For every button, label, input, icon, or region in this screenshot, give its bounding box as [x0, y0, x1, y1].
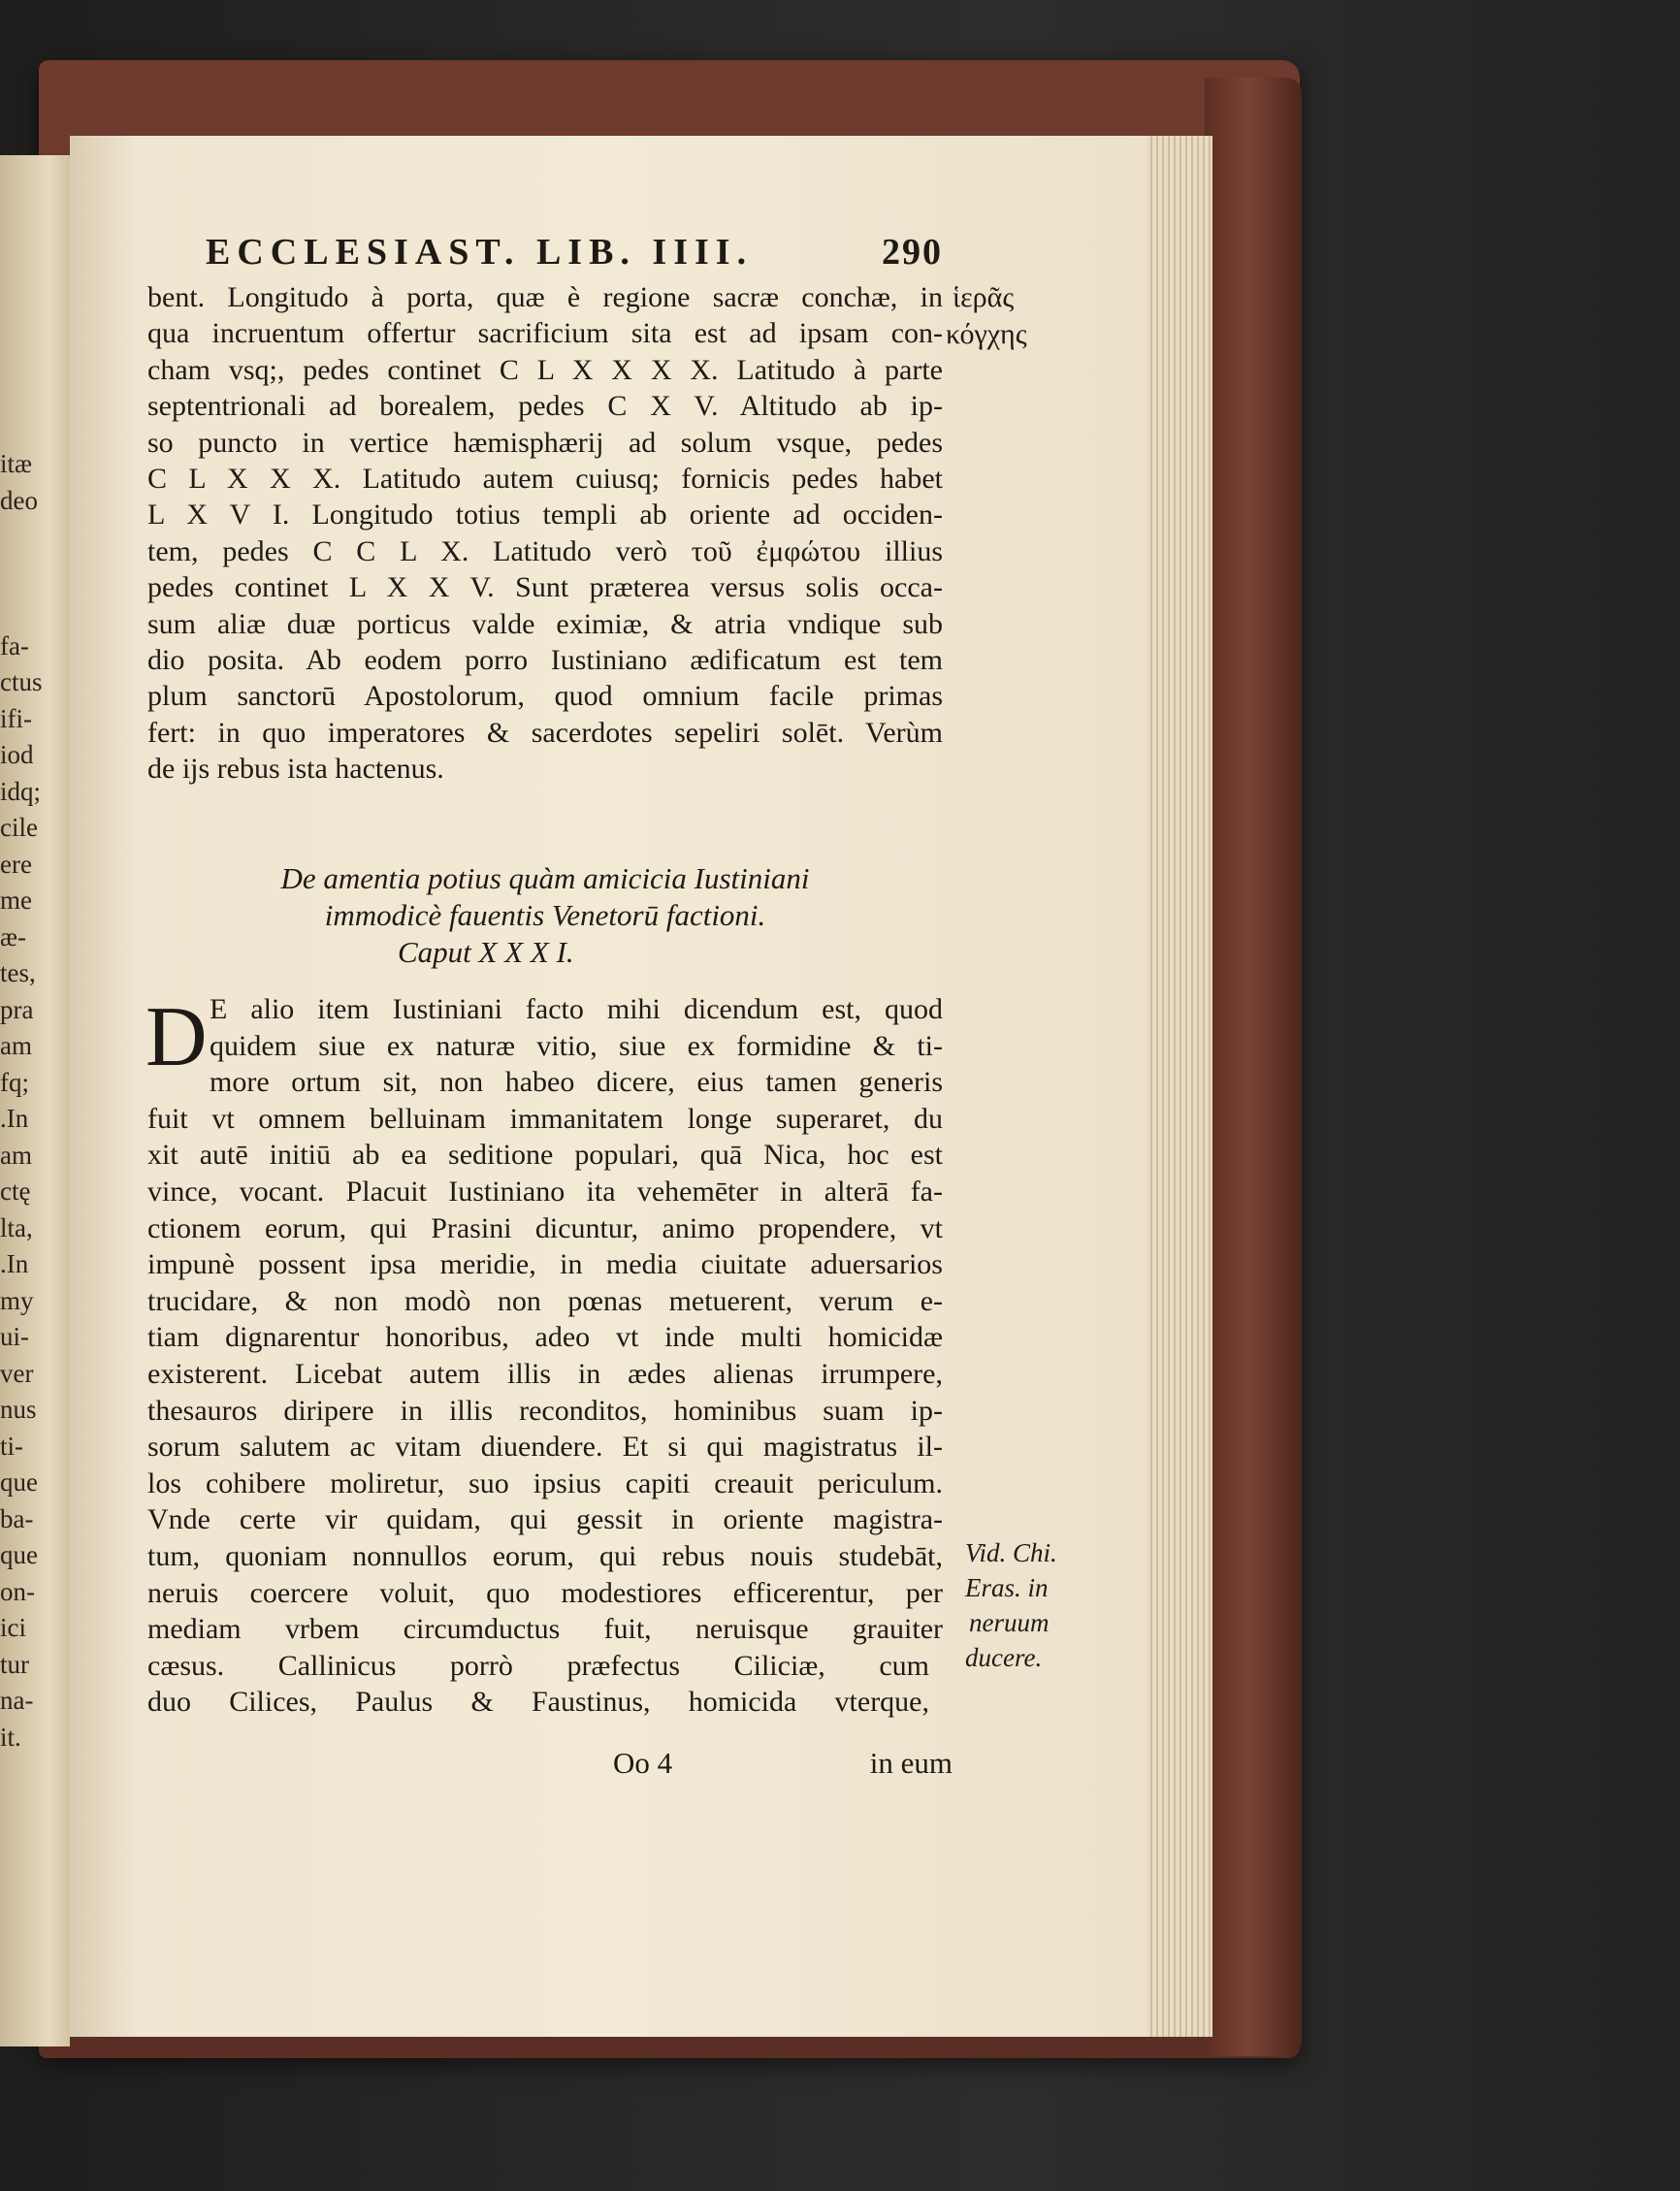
running-header — [206, 231, 943, 274]
bottom-lines-line: los cohibere moliretur, suo ipsius capiti creauit periculum. — [147, 1466, 943, 1499]
margins-note-line: Vid. Chi. — [965, 1538, 1057, 1567]
left-fragment: my — [0, 1285, 34, 1315]
top-lines-line: de ijs rebus ista hactenus. — [147, 753, 444, 786]
left-fragment: ver — [0, 1358, 34, 1388]
bottom-lines-line: ctionem eorum, qui Prasini dicuntur, animo propendere, vt — [147, 1211, 943, 1244]
left-fragment: iod — [0, 740, 34, 769]
left-fragment: fq; — [0, 1067, 29, 1097]
left-fragment: ba- — [0, 1503, 34, 1533]
top-lines-line: tem, pedes C C L X. Latitudo verò τοῦ ἐμφώτου illius — [147, 534, 943, 567]
bottom-lines-line: xit autē initiū ab ea seditione populari, quā Nica, hoc est — [147, 1139, 943, 1172]
left-fragment: itæ — [0, 449, 33, 478]
top-lines-line: cham vsq;, pedes continet C L X X X X. Latitudo à parte — [147, 353, 943, 386]
headings-line: immodicè fauentis Venetorū factioni. — [324, 898, 766, 932]
bottom-lines-line: trucidare, & non modò non pœnas metuerent, verum e- — [147, 1284, 943, 1317]
left-fragment: ctę — [0, 1176, 31, 1206]
left-fragment: cile — [0, 813, 38, 842]
catchword: in eum — [869, 1746, 953, 1780]
bottom-lines-line: mediam vrbem circumductus fuit, neruisque grauiter — [147, 1613, 943, 1646]
left-fragment — [0, 556, 58, 593]
left-fragment: que — [0, 1467, 38, 1497]
left-fragment: que — [0, 1540, 38, 1569]
top-lines-line: sum aliæ duæ porticus valde eximiæ, & atria vndique sub — [147, 607, 943, 640]
left-fragment: me — [0, 886, 32, 915]
margins-note-line: ducere. — [965, 1643, 1043, 1672]
left-fragment: lta, — [0, 1212, 33, 1242]
margins-greek-line: κόγχης — [946, 318, 1027, 350]
top-lines-line: C L X X X. Latitudo autem cuiusq; fornicis pedes habet — [147, 463, 943, 495]
bottom-lines-line: Vnde certe vir quidam, qui gessit in oriente magistra- — [147, 1503, 943, 1536]
left-fragment — [0, 519, 58, 556]
bottom-lines-line: existerent. Licebat autem illis in ædes alienas irrumpere, — [147, 1358, 943, 1390]
left-fragment: idq; — [0, 776, 42, 806]
top-lines-line: septentrionali ad borealem, pedes C X V. Altitudo ab ip- — [147, 390, 943, 423]
left-fragment: na- — [0, 1686, 34, 1715]
top-lines-line: plum sanctorū Apostolorum, quod omnium facile primas — [147, 680, 943, 713]
bottom-lines-line: cæsus. Callinicus porrò præfectus Ciliciæ, cum — [147, 1649, 929, 1682]
top-lines-line: L X V I. Longitudo totius templi ab oriente ad occiden- — [147, 499, 943, 532]
margins-greek-line: ἱερᾶς — [953, 281, 1015, 313]
left-fragment: .In — [0, 1104, 29, 1133]
left-facing-page — [0, 155, 70, 2046]
left-fragment: ui- — [0, 1322, 29, 1351]
top-lines-line: qua incruentum offertur sacrificium sita est ad ipsam con- — [147, 317, 943, 350]
bottom-lines-line: fuit vt omnem belluinam immanitatem longe superaret, du — [147, 1102, 943, 1135]
bottom-lines-line: neruis coercere voluit, quo modestiores efficerentur, per — [147, 1576, 943, 1609]
margins-note-line: Eras. in — [965, 1573, 1049, 1602]
book-cover-edge — [1205, 78, 1302, 2056]
drop-cap: D — [145, 990, 208, 1084]
left-fragment: it. — [0, 1722, 21, 1752]
bottom-lines-line: tum, quoniam nonnullos eorum, qui rebus nouis studebāt, — [147, 1540, 943, 1572]
running-title: ECCLESIAST. LIB. IIII. — [206, 232, 754, 273]
page-block-edges — [1135, 136, 1212, 2037]
left-fragment: ti- — [0, 1431, 23, 1461]
bottom-lines-line: more ortum sit, non habeo dicere, eius tamen generis — [210, 1066, 943, 1099]
left-fragment: am — [0, 1140, 32, 1170]
top-lines-line: bent. Longitudo à porta, quæ è regione sacræ conchæ, in — [147, 281, 943, 313]
bottom-lines-line: E alio item Iustiniani facto mihi dicendum est, quod — [210, 993, 943, 1025]
left-fragment — [0, 592, 58, 628]
bottom-lines-line: tiam dignarentur honoribus, adeo vt inde multi homicidæ — [147, 1321, 943, 1354]
bottom-lines-line: sorum salutem ac vitam diuendere. Et si qui magistratus il- — [147, 1431, 943, 1464]
bottom-lines-line: impunè possent ipsa meridie, in media ciuitate aduersarios — [147, 1248, 943, 1281]
top-lines-line: so puncto in vertice hæmisphærij ad solum vsque, pedes — [147, 426, 943, 459]
headings-line: Caput X X X I. — [398, 935, 574, 969]
left-fragment: ici — [0, 1613, 26, 1642]
left-fragment: æ- — [0, 921, 26, 951]
bottom-lines-line: quidem siue ex naturæ vitio, siue ex formidine & ti- — [210, 1029, 943, 1062]
left-fragment: fa- — [0, 630, 29, 661]
top-lines-line: dio posita. Ab eodem porro Iustiniano ædificatum est tem — [147, 644, 943, 676]
top-lines-line: fert: in quo imperatores & sacerdotes sepeliri solēt. Verùm — [147, 716, 943, 749]
signature-mark: Oo 4 — [613, 1746, 673, 1780]
bottom-lines-line: vince, vocant. Placuit Iustiniano ita vehemēter in alterā fa- — [147, 1176, 943, 1208]
left-page-text-fragments — [0, 446, 58, 1756]
left-fragment: deo — [0, 485, 38, 515]
headings-line: De amentia potius quàm amicicia Iustiniani — [280, 861, 810, 895]
left-fragment: on- — [0, 1576, 35, 1606]
margins-note-line: neruum — [969, 1608, 1050, 1637]
top-lines-line: pedes continet L X X V. Sunt præterea versus solis occa- — [147, 571, 943, 604]
left-fragment: ctus — [0, 667, 43, 696]
left-fragment: am — [0, 1031, 32, 1060]
left-fragment: tes, — [0, 958, 36, 987]
left-fragment: tur — [0, 1649, 29, 1679]
left-fragment: .In — [0, 1249, 29, 1278]
left-fragment: nus — [0, 1395, 37, 1424]
left-fragment: ifi- — [0, 703, 32, 733]
bottom-lines-line: duo Cilices, Paulus & Faustinus, homicida vterque, — [147, 1686, 929, 1719]
left-fragment: ere — [0, 849, 32, 879]
left-fragment: pra — [0, 994, 34, 1024]
bottom-lines-line: thesauros diripere in illis reconditos, hominibus suam ip- — [147, 1394, 943, 1427]
page-number: 290 — [882, 232, 943, 273]
